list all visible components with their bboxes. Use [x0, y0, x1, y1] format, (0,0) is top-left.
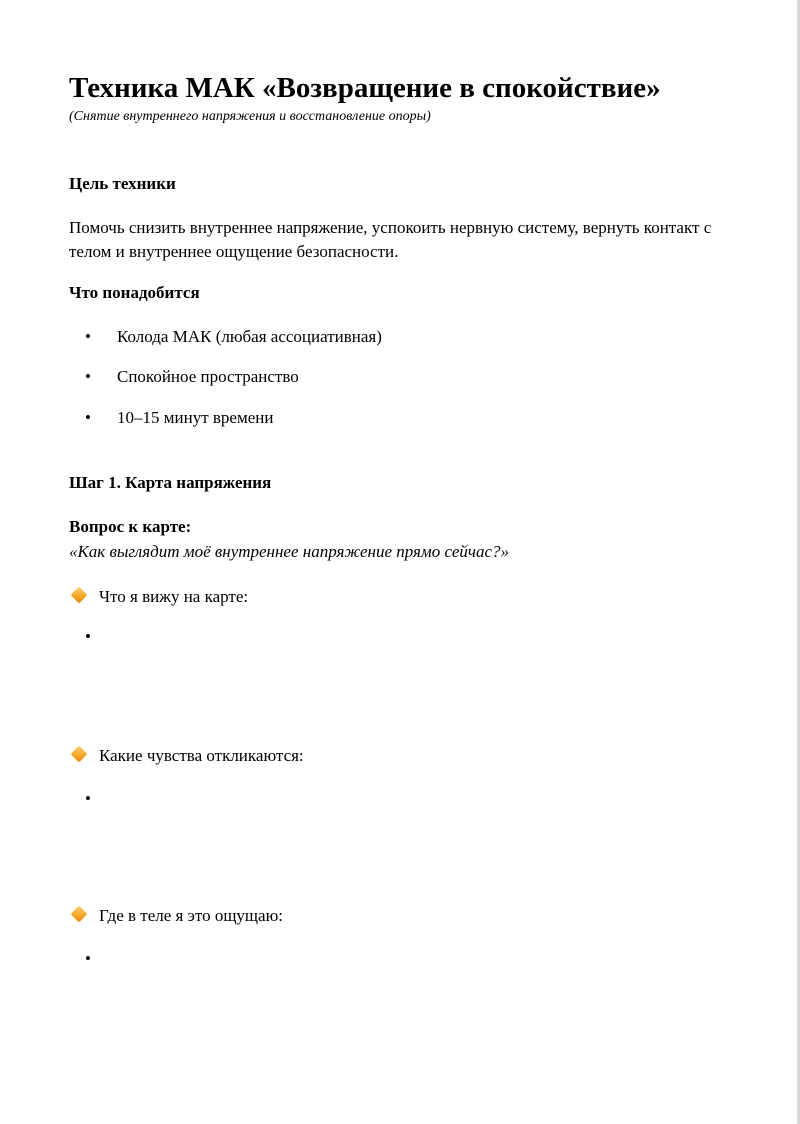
orange-diamond-icon — [71, 587, 88, 604]
list-item — [85, 407, 685, 429]
page-title: Техника МАК «Возвращение в спокойствие» — [69, 72, 661, 104]
goal-heading: Цель техники — [69, 174, 176, 193]
orange-diamond-icon — [71, 906, 88, 923]
goal-text: Помочь снизить внутреннее напряжение, успокоить нервную систему, вернуть контакт с телом и внутреннее ощущение безопасности. — [69, 218, 712, 261]
question-text: «Как выглядит моё внутреннее напряжение прямо сейчас?» — [69, 542, 510, 561]
list-item-label: 10–15 минут времени — [117, 408, 274, 427]
question-label: Вопрос к карте: — [69, 517, 192, 536]
list-item-label: Спокойное пространство — [117, 367, 299, 386]
prompt-row — [69, 745, 669, 767]
step1-heading: Шаг 1. Карта напряжения — [69, 473, 272, 492]
empty-answer-bullet: • — [85, 949, 91, 968]
prompt-row — [69, 905, 669, 927]
bullet-dot: • — [85, 327, 91, 346]
list-item-label: Колода МАК (любая ассоциативная) — [117, 327, 382, 346]
bullet-dot: • — [85, 367, 91, 386]
prompt-row — [69, 586, 669, 608]
materials-heading: Что понадобится — [69, 283, 200, 302]
prompt-label: Что я вижу на карте: — [99, 587, 249, 606]
bullet-dot: • — [85, 408, 91, 427]
list-item — [85, 326, 685, 348]
prompt-label: Какие чувства откликаются: — [99, 746, 304, 765]
list-item — [85, 366, 685, 388]
empty-answer-bullet: • — [85, 627, 91, 646]
empty-answer-bullet: • — [85, 789, 91, 808]
page-subtitle: (Снятие внутреннего напряжения и восстановление опоры) — [69, 109, 431, 124]
orange-diamond-icon — [71, 746, 88, 763]
prompt-label: Где в теле я это ощущаю: — [99, 906, 283, 925]
